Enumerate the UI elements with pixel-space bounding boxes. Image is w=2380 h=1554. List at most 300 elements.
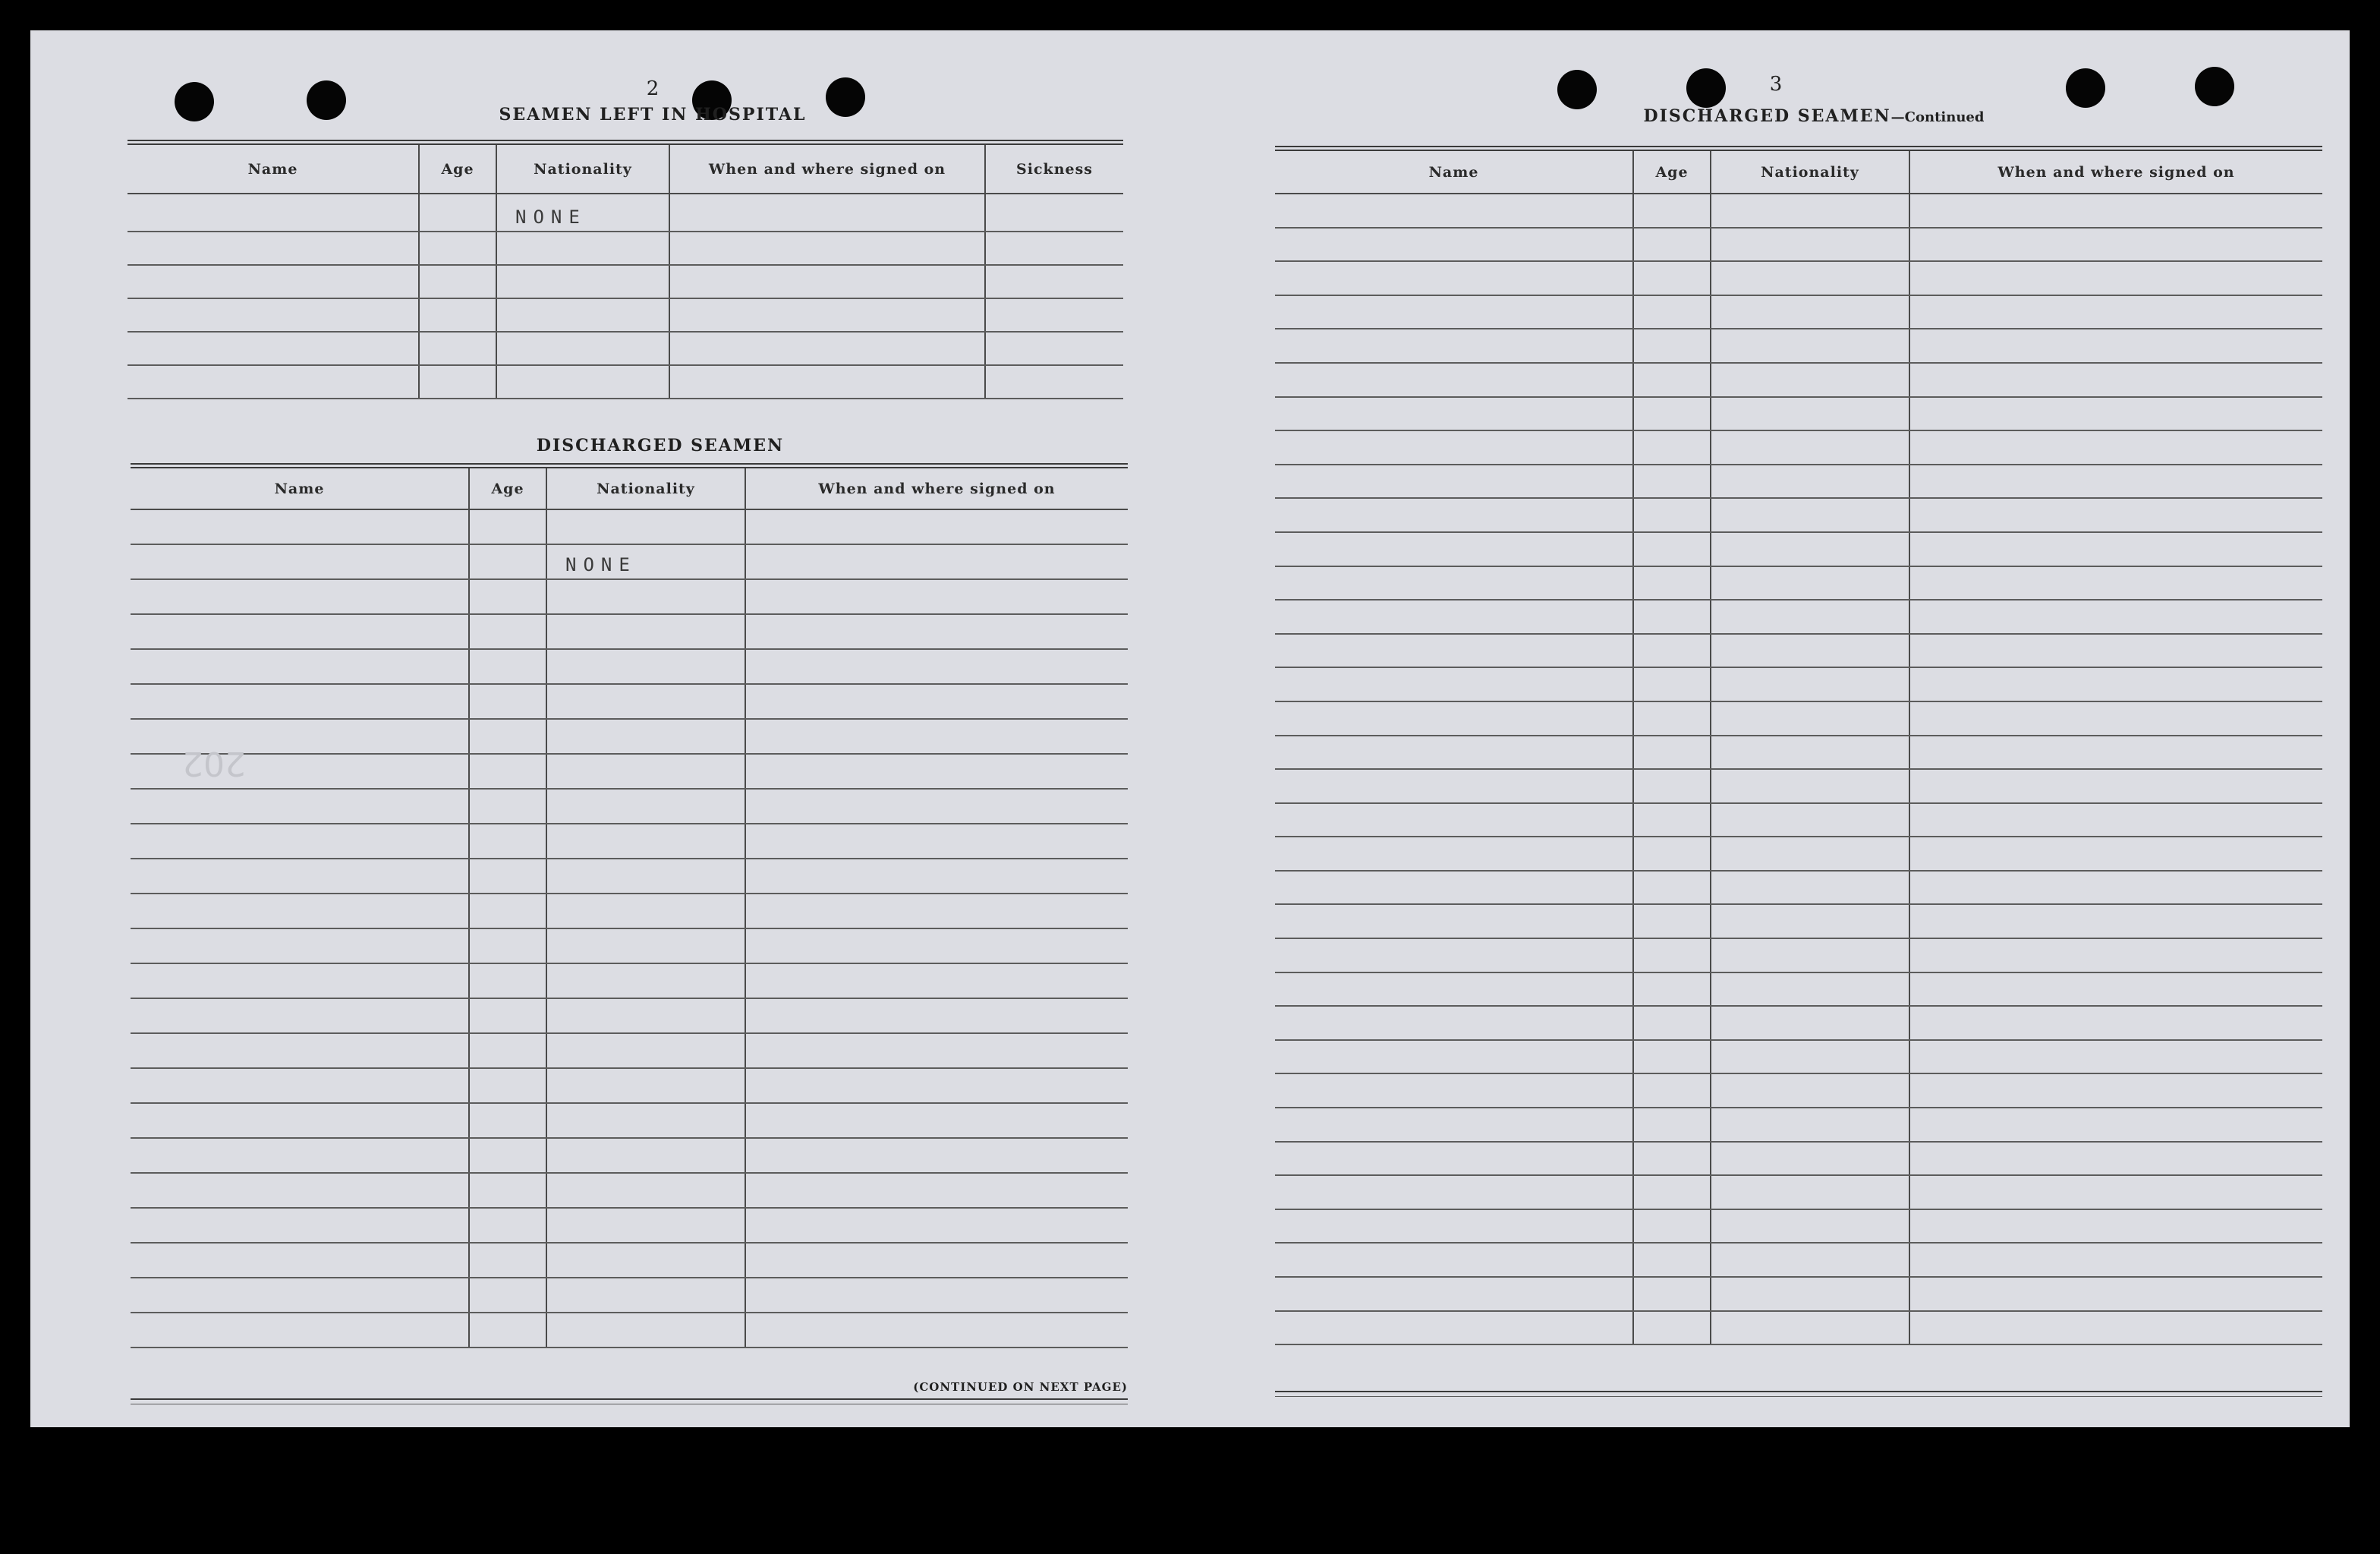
- column-header-nationality: Nationality: [496, 145, 669, 194]
- table-cell: [745, 789, 1128, 824]
- table-cell: [469, 1278, 546, 1313]
- table-cell: [546, 928, 745, 963]
- table-cell: [469, 998, 546, 1033]
- table-cell: [1711, 498, 1909, 532]
- table-cell: [131, 1278, 469, 1313]
- crew-list-sheet: [30, 30, 2350, 1427]
- table-cell: [1275, 566, 1633, 600]
- table-cell: [1633, 1175, 1711, 1209]
- table-cell: [469, 1068, 546, 1103]
- table-cell: [131, 1313, 469, 1348]
- table-cell: [1633, 261, 1711, 295]
- table-cell: [469, 928, 546, 963]
- table-row: [1275, 938, 2322, 972]
- table-cell: [1909, 228, 2322, 262]
- table-cell: [745, 649, 1128, 684]
- table-cell: [745, 754, 1128, 789]
- table-cell: [1711, 1175, 1909, 1209]
- table-cell: [1633, 1108, 1711, 1142]
- table-row: [131, 859, 1128, 894]
- table-row: [1275, 701, 2322, 736]
- hospital-section-title: SEAMEN LEFT IN HOSPITAL: [499, 105, 807, 125]
- table-cell: [1633, 498, 1711, 532]
- table-row: [131, 963, 1128, 998]
- table-cell: [1633, 701, 1711, 736]
- table-cell: [1711, 837, 1909, 871]
- table-cell: [1633, 938, 1711, 972]
- discharged-section-title: DISCHARGED SEAMEN: [536, 436, 785, 455]
- continued-title-main: DISCHARGED SEAMEN: [1643, 106, 1891, 126]
- table-cell: [745, 1068, 1128, 1103]
- table-row: [1275, 600, 2322, 634]
- table-cell: [1633, 904, 1711, 938]
- table-cell: [131, 1208, 469, 1243]
- table-row: [128, 265, 1123, 298]
- table-cell: [131, 789, 469, 824]
- table-row: [131, 1068, 1128, 1103]
- table-row: [131, 719, 1128, 754]
- table-cell: [131, 719, 469, 754]
- table-cell: [1909, 1040, 2322, 1074]
- table-cell: [1633, 1311, 1711, 1345]
- table-cell: [469, 719, 546, 754]
- table-cell: [1275, 1142, 1633, 1176]
- table-cell: [546, 1243, 745, 1278]
- table-cell: [1275, 938, 1633, 972]
- table-cell: [1275, 701, 1633, 736]
- table-cell: [131, 1033, 469, 1068]
- table-row: [128, 298, 1123, 332]
- table-cell: [745, 859, 1128, 894]
- table-cell: [1633, 329, 1711, 363]
- table-row: [1275, 397, 2322, 431]
- table-cell: [1909, 295, 2322, 329]
- table-cell: [745, 1138, 1128, 1173]
- table-row: [1275, 769, 2322, 803]
- table-top-rule: [128, 140, 1123, 145]
- table-cell: [469, 649, 546, 684]
- table-row: [1275, 1108, 2322, 1142]
- table-cell: [1275, 871, 1633, 905]
- table-cell: [131, 614, 469, 649]
- table-row: [1275, 228, 2322, 262]
- table-cell: [131, 579, 469, 614]
- table-cell: [546, 859, 745, 894]
- table-row: [1275, 667, 2322, 701]
- table-cell: [1275, 430, 1633, 465]
- table-cell: [1275, 736, 1633, 770]
- table-cell: [1711, 397, 1909, 431]
- table-cell: [1275, 667, 1633, 701]
- table-row: [1275, 532, 2322, 566]
- table-cell: [131, 859, 469, 894]
- table-cell: [1275, 329, 1633, 363]
- table-cell: [469, 824, 546, 859]
- table-cell: [669, 194, 985, 232]
- table-cell: [1909, 363, 2322, 397]
- table-cell: [745, 1173, 1128, 1208]
- table-cell: [1909, 871, 2322, 905]
- table-cell: [546, 1138, 745, 1173]
- punch-hole: [1686, 68, 1726, 108]
- table-row: [1275, 972, 2322, 1007]
- table-cell: [1909, 1311, 2322, 1345]
- table-cell: [1711, 667, 1909, 701]
- table-cell: [131, 928, 469, 963]
- table-cell: [745, 928, 1128, 963]
- table-cell: [1711, 295, 1909, 329]
- table-row: [1275, 871, 2322, 905]
- table-cell: [1711, 600, 1909, 634]
- table-cell: [1633, 1142, 1711, 1176]
- table-cell: [131, 1243, 469, 1278]
- table-cell: [469, 1138, 546, 1173]
- table-row: [1275, 329, 2322, 363]
- table-row: [131, 1033, 1128, 1068]
- table-row: [131, 754, 1128, 789]
- table-cell: [1711, 363, 1909, 397]
- table-cell: [1633, 430, 1711, 465]
- table-cell: [1633, 972, 1711, 1007]
- table-cell: [419, 194, 496, 232]
- punch-hole: [2195, 67, 2234, 106]
- table-cell: [1275, 498, 1633, 532]
- table-row: [1275, 295, 2322, 329]
- table-cell: [1633, 1073, 1711, 1108]
- table-cell: [1275, 261, 1633, 295]
- table-cell: [469, 963, 546, 998]
- table-cell: [546, 1208, 745, 1243]
- table-cell: [546, 754, 745, 789]
- table-cell: [1909, 1108, 2322, 1142]
- table-cell: [1275, 1277, 1633, 1311]
- table-row: [131, 1278, 1128, 1313]
- table-cell: [1909, 837, 2322, 871]
- table-cell: [745, 1243, 1128, 1278]
- table-row: [1275, 1311, 2322, 1345]
- table-cell: [469, 614, 546, 649]
- table-cell: [469, 1313, 546, 1348]
- table-cell: [1909, 430, 2322, 465]
- table-cell: [1275, 769, 1633, 803]
- table-cell: [1909, 1175, 2322, 1209]
- table-cell: [1711, 1040, 1909, 1074]
- table-cell: [469, 544, 546, 579]
- table-cell: [1633, 736, 1711, 770]
- table-cell: [546, 789, 745, 824]
- continued-note: (CONTINUED ON NEXT PAGE): [913, 1380, 1128, 1394]
- table-cell: [1711, 736, 1909, 770]
- left-page-number: 2: [646, 77, 660, 100]
- table-cell: [469, 754, 546, 789]
- table-row: [131, 579, 1128, 614]
- table-cell: [1633, 837, 1711, 871]
- table-row: [131, 894, 1128, 928]
- table-cell: [745, 684, 1128, 719]
- table-cell: [1275, 1209, 1633, 1244]
- punch-hole: [175, 82, 214, 121]
- table-row: [131, 1243, 1128, 1278]
- table-cell: [546, 894, 745, 928]
- table-cell: [1909, 194, 2322, 228]
- table-row: [131, 1103, 1128, 1138]
- table-cell: [1711, 532, 1909, 566]
- table-row: [131, 614, 1128, 649]
- table-cell: [546, 649, 745, 684]
- table-cell: [1275, 363, 1633, 397]
- table-cell: [1909, 769, 2322, 803]
- table-row: [131, 1138, 1128, 1173]
- table-cell: [1275, 228, 1633, 262]
- table-cell: [1275, 1073, 1633, 1108]
- table-cell: [1711, 769, 1909, 803]
- table-cell: [131, 1068, 469, 1103]
- table-cell: [131, 998, 469, 1033]
- table-cell: [745, 998, 1128, 1033]
- punch-hole: [2066, 68, 2105, 108]
- table-cell: [1633, 803, 1711, 837]
- table-row: [1275, 1040, 2322, 1074]
- table-cell: [1633, 465, 1711, 499]
- table-cell: [1275, 1006, 1633, 1040]
- table-cell: [745, 1208, 1128, 1243]
- table-row: [1275, 1209, 2322, 1244]
- table-row: [1275, 465, 2322, 499]
- table-cell: [469, 859, 546, 894]
- table-cell: [1711, 430, 1909, 465]
- table-cell: [128, 194, 419, 232]
- table-row: [131, 684, 1128, 719]
- table-cell: [1633, 667, 1711, 701]
- continued-title-suffix: —Continued: [1890, 109, 1985, 125]
- table-cell: [131, 754, 469, 789]
- table-top-rule: [131, 463, 1128, 468]
- table-cell: [1633, 1277, 1711, 1311]
- table-cell: [1633, 769, 1711, 803]
- table-cell: [745, 579, 1128, 614]
- table-cell: [546, 1278, 745, 1313]
- table-cell: [1275, 837, 1633, 871]
- table-cell: [1711, 228, 1909, 262]
- table-cell: [1633, 295, 1711, 329]
- table-cell: [546, 1173, 745, 1208]
- discharged-table-right: [1275, 146, 2322, 1403]
- table-cell: [1633, 1243, 1711, 1277]
- table-cell: [745, 1313, 1128, 1348]
- table-cell: [1275, 397, 1633, 431]
- table-cell: [1909, 261, 2322, 295]
- table-cell: [1275, 1175, 1633, 1209]
- column-header-signed-on: When and where signed on: [1909, 151, 2322, 194]
- table-cell: [745, 719, 1128, 754]
- table-cell: [469, 789, 546, 824]
- table-row: [1275, 1243, 2322, 1277]
- column-header-age: Age: [1633, 151, 1711, 194]
- table-cell: [131, 1173, 469, 1208]
- table-cell: [1711, 972, 1909, 1007]
- table-bottom-rule: [1275, 1391, 2322, 1397]
- table-cell: [1909, 465, 2322, 499]
- table-cell: [745, 1103, 1128, 1138]
- table-cell: [1711, 938, 1909, 972]
- table-row: [131, 509, 1128, 544]
- table-cell: [1711, 194, 1909, 228]
- table-row: [128, 232, 1123, 265]
- table-cell: [1633, 363, 1711, 397]
- table-cell: [1275, 634, 1633, 668]
- table-cell: [1909, 1142, 2322, 1176]
- table-cell: [1275, 532, 1633, 566]
- table-row: [131, 789, 1128, 824]
- table-cell: [1275, 904, 1633, 938]
- table-cell: [469, 684, 546, 719]
- table-cell: [1711, 1006, 1909, 1040]
- table-row: [131, 1173, 1128, 1208]
- table-row: [131, 928, 1128, 963]
- typed-entry-none: NONE: [496, 194, 669, 232]
- table-cell: [546, 1068, 745, 1103]
- table-cell: [1909, 397, 2322, 431]
- table-cell: [745, 824, 1128, 859]
- table-cell: [985, 194, 1123, 232]
- column-header-age: Age: [469, 468, 546, 509]
- table-row: [1275, 430, 2322, 465]
- table-cell: [1633, 634, 1711, 668]
- table-cell: [1633, 194, 1711, 228]
- table-row: [131, 824, 1128, 859]
- table-cell: [469, 1103, 546, 1138]
- table-cell: [546, 579, 745, 614]
- column-header-sickness: Sickness: [985, 145, 1123, 194]
- table-cell: [1909, 600, 2322, 634]
- table-cell: [1711, 904, 1909, 938]
- table-row: [1275, 634, 2322, 668]
- table-cell: [131, 649, 469, 684]
- table-cell: [1909, 938, 2322, 972]
- table-cell: [1711, 1073, 1909, 1108]
- table-cell: [1909, 803, 2322, 837]
- table-cell: [546, 719, 745, 754]
- table-cell: [1275, 803, 1633, 837]
- table-cell: [1275, 600, 1633, 634]
- table-cell: [1909, 329, 2322, 363]
- table-cell: [1633, 1040, 1711, 1074]
- table-cell: [1711, 261, 1909, 295]
- table-cell: [469, 894, 546, 928]
- table-cell: [546, 1103, 745, 1138]
- column-header-signed-on: When and where signed on: [669, 145, 985, 194]
- table-row: [1275, 1277, 2322, 1311]
- table-cell: [1909, 1277, 2322, 1311]
- table-row: [131, 1313, 1128, 1348]
- table-row: [1275, 1142, 2322, 1176]
- table-cell: [1711, 701, 1909, 736]
- table-cell: [131, 963, 469, 998]
- column-header-name: Name: [1275, 151, 1633, 194]
- faint-margin-mark: 202: [182, 744, 246, 783]
- table-row: [131, 1208, 1128, 1243]
- table-row: [1275, 1175, 2322, 1209]
- table-cell: [1909, 532, 2322, 566]
- table-cell: [1909, 904, 2322, 938]
- table-cell: [1633, 871, 1711, 905]
- column-header-signed-on: When and where signed on: [745, 468, 1128, 509]
- table-cell: [1711, 1108, 1909, 1142]
- table-cell: [1275, 1040, 1633, 1074]
- table-cell: [1909, 498, 2322, 532]
- table-cell: [1275, 295, 1633, 329]
- table-cell: [131, 824, 469, 859]
- table-cell: [1711, 566, 1909, 600]
- table-cell: [131, 1103, 469, 1138]
- table-cell: [1909, 1006, 2322, 1040]
- table-cell: [131, 684, 469, 719]
- table-cell: [1909, 667, 2322, 701]
- table-row: [1275, 194, 2322, 228]
- table-row: [1275, 904, 2322, 938]
- table-row: [128, 332, 1123, 365]
- table-cell: [546, 1313, 745, 1348]
- table-cell: [745, 544, 1128, 579]
- table-row: [1275, 1073, 2322, 1108]
- table-cell: [1633, 1209, 1711, 1244]
- hospital-table: [128, 140, 1123, 419]
- table-cell: [745, 963, 1128, 998]
- column-header-name: Name: [131, 468, 469, 509]
- table-cell: [1909, 736, 2322, 770]
- table-row: [1275, 566, 2322, 600]
- table-cell: [745, 894, 1128, 928]
- table-cell: [1275, 1311, 1633, 1345]
- table-cell: [546, 824, 745, 859]
- column-header-nationality: Nationality: [546, 468, 745, 509]
- table-cell: [1711, 871, 1909, 905]
- table-cell: [469, 1033, 546, 1068]
- table-cell: [546, 684, 745, 719]
- typed-entry-none: NONE: [546, 544, 745, 579]
- table-cell: [1275, 1108, 1633, 1142]
- table-row: [1275, 803, 2322, 837]
- table-cell: [1711, 1311, 1909, 1345]
- column-header-name: Name: [128, 145, 419, 194]
- table-cell: [1275, 1243, 1633, 1277]
- table-cell: [1909, 1209, 2322, 1244]
- punch-hole: [1557, 70, 1597, 109]
- table-cell: [1909, 634, 2322, 668]
- discharged-table-left: [131, 463, 1128, 1407]
- table-cell: [1633, 532, 1711, 566]
- table-cell: [1711, 1243, 1909, 1277]
- column-header-nationality: Nationality: [1711, 151, 1909, 194]
- table-top-rule: [1275, 146, 2322, 151]
- table-cell: [745, 1278, 1128, 1313]
- table-bottom-rule: [131, 1398, 1128, 1404]
- table-cell: [131, 894, 469, 928]
- table-cell: [1711, 1142, 1909, 1176]
- table-cell: [1275, 194, 1633, 228]
- table-cell: [469, 1208, 546, 1243]
- table-cell: [546, 1033, 745, 1068]
- table-cell: [745, 1033, 1128, 1068]
- table-cell: [1633, 566, 1711, 600]
- table-cell: [1633, 397, 1711, 431]
- table-row: [1275, 363, 2322, 397]
- table-cell: [745, 614, 1128, 649]
- table-cell: [469, 1243, 546, 1278]
- table-row: [128, 365, 1123, 399]
- table-cell: [1633, 1006, 1711, 1040]
- table-cell: [1711, 634, 1909, 668]
